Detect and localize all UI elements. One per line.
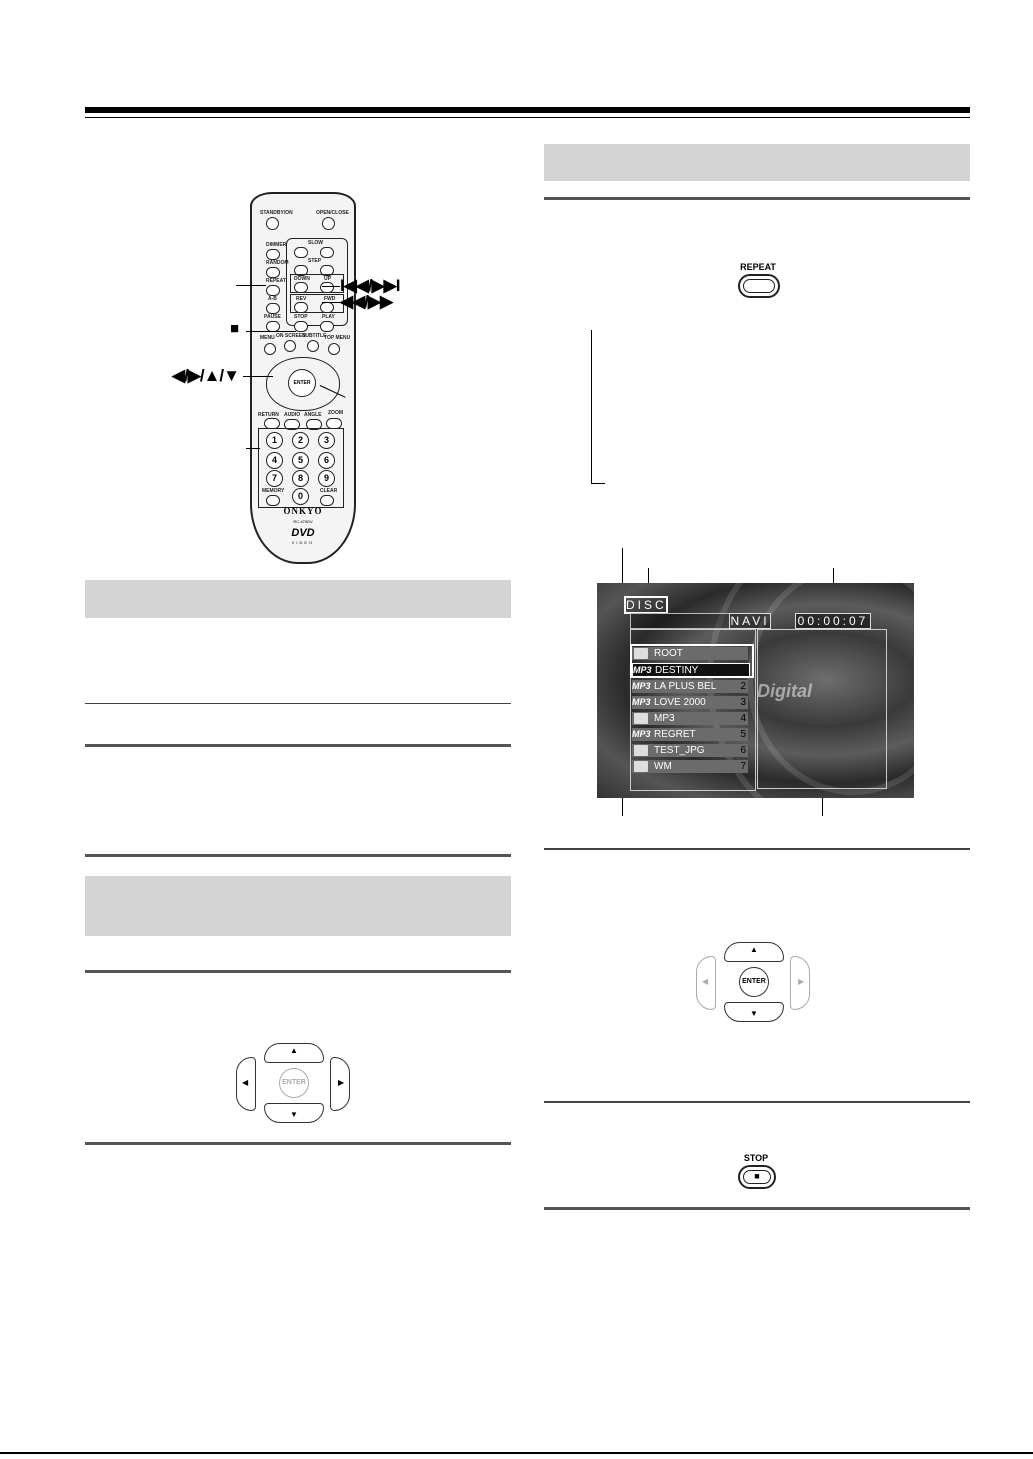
file-name: TEST_JPG [654,745,705,756]
key-3: 3 [318,432,335,449]
leader-cursor [243,376,273,377]
footer-rule [0,1452,1033,1454]
play-button [320,321,334,332]
file-row-love-2000[interactable] [632,696,748,709]
remote-control-illustration [250,192,356,564]
remote-brand: ONKYO [283,506,323,516]
file-row-regret[interactable] [632,728,748,741]
right-section-header-box [544,144,970,181]
left-section-header-box-2 [85,876,511,936]
key-9: 9 [318,470,335,487]
menu-button [264,343,276,355]
fwd-button [320,302,334,313]
dpad-up-arrow: ▲ [290,1046,298,1055]
right-divider-2 [544,848,970,850]
remote-up-label: UP [324,276,331,282]
remote-stop-label: STOP [294,314,308,320]
dpad-down-arrow: ▼ [290,1110,298,1119]
on-screen-button [284,340,296,352]
remote-play-label: PLAY [322,314,335,320]
file-name: LOVE 2000 [654,697,706,708]
skip-up-button [320,282,334,293]
open-close-button [322,217,335,230]
remote-pause-label: PAUSE [264,314,281,320]
file-number: 6 [740,745,746,756]
file-row-wm[interactable] [632,760,748,773]
right-divider-4 [544,1207,970,1210]
callout-stop: ■ [230,320,239,337]
dpad-left-arrow: ◀ [242,1078,249,1087]
file-number: 4 [740,713,746,724]
remote-clear-label: CLEAR [320,488,338,494]
remote-standby-label: STANDBY/ON [260,210,293,216]
mp3-icon: MP3 [632,697,651,707]
key-1: 1 [266,432,283,449]
navi-indicator: NAVI [730,614,770,628]
preview-pane [757,629,887,789]
stop-icon: ■ [754,1171,760,1181]
remote-on-screen-label: ON SCREEN [276,333,306,339]
dpad-up-arrow: ▲ [750,945,758,954]
dpad-down-arrow: ▼ [750,1009,758,1018]
dvd-video-label: VIDEO [291,540,315,545]
remote-zoom-label: ZOOM [328,410,343,416]
memory-button [266,495,280,506]
right-divider-1 [544,197,970,200]
repeat-button-small [266,285,280,296]
key-7: 7 [266,470,283,487]
remote-fwd-label: FWD [324,296,336,302]
screen-watermark: Digital [757,681,813,701]
remote-dimmer-label: DIMMER [266,242,287,248]
random-button [266,267,280,278]
key-2: 2 [292,432,309,449]
file-row-test-jpg[interactable] [632,744,748,757]
remote-ab-label: A-B [268,296,277,302]
file-number: 7 [740,761,746,772]
folder-icon [634,745,648,756]
file-number: 5 [740,729,746,740]
bracket-foot [591,483,605,484]
rev-button [294,302,308,313]
mp3-icon: MP3 [632,681,651,691]
top-menu-button [328,343,340,355]
clear-button [320,495,334,506]
remote-return-label: RETURN [258,412,279,418]
remote-audio-label: AUDIO [284,412,301,418]
key-8: 8 [292,470,309,487]
left-divider-2 [85,744,511,747]
skip-down-button [294,282,308,293]
key-6: 6 [318,452,335,469]
remote-down-label: DOWN [294,276,310,282]
file-row-mp3[interactable] [632,712,748,725]
repeat-button [738,274,780,298]
left-divider-3 [85,854,511,857]
key-4: 4 [266,452,283,469]
file-name: LA PLUS BEL [654,681,717,692]
remote-angle-label: ANGLE [304,412,322,418]
key-0: 0 [292,488,309,505]
disc-indicator: DISC [626,598,667,612]
repeat-button-inner [743,279,775,293]
dpad-right-arrow: ▶ [798,977,805,986]
stop-button-label: STOP [743,1153,769,1163]
leader-skip [322,286,340,287]
left-section-header-box [85,580,511,618]
folder-icon [634,761,648,772]
leader-stop [246,331,296,332]
header-rule-thin [85,117,970,118]
slow-fwd-button [320,247,334,258]
file-name: MP3 [654,713,675,724]
standby-button [266,217,279,230]
remote-memory-label: MEMORY [262,488,285,494]
remote-model: RC-479DV [293,519,313,524]
file-name: REGRET [654,729,696,740]
file-row-la-plus-bel[interactable] [632,680,748,693]
repeat-button-label: REPEAT [740,262,776,272]
leader-scan [322,302,340,303]
file-number: 3 [740,697,746,708]
dpad-enter-button: ENTER [739,967,769,997]
mp3-icon: MP3 [632,729,651,739]
stop-button [738,1165,776,1189]
remote-enter-button: ENTER [288,369,316,397]
left-dpad-illustration [232,1043,356,1123]
left-divider-4 [85,970,511,973]
remote-slow-label: SLOW [308,240,323,246]
key-5: 5 [292,452,309,469]
remote-open-close-label: OPEN/CLOSE [316,210,349,216]
callout-scan: ◀◀/▶▶ [340,292,393,311]
leader-number [246,448,260,449]
on-screen-file-browser [597,583,914,798]
elapsed-time: 00:00:07 [795,613,871,629]
bracket-line [591,330,592,483]
left-divider-1 [85,703,511,704]
stop-button-small [294,321,308,332]
callout-skip: I◀◀/▶▶I [340,276,400,295]
dpad-enter-button: ENTER [279,1068,309,1098]
right-dpad-illustration [692,942,816,1022]
mp3-icon: MP3 [633,665,652,675]
file-name: WM [654,761,672,772]
remote-rev-label: REV [296,296,307,302]
header-rule-thick [85,107,970,113]
remote-subtitle-label: SUBTITLE [302,333,327,339]
dimmer-button [266,249,280,260]
file-number: 2 [740,681,746,692]
remote-repeat-label: REPEAT [266,278,286,284]
left-divider-5 [85,1142,511,1145]
leader-repeat [236,285,266,286]
path-bar [630,613,730,629]
highlight-box [630,644,754,678]
right-divider-3 [544,1101,970,1103]
ab-button [266,303,280,314]
remote-random-label: RANDOM [266,260,289,266]
file-name: DESTINY [655,665,699,676]
folder-icon [634,713,648,724]
remote-menu-label: MENU [260,335,275,341]
dpad-right-arrow: ▶ [338,1078,345,1087]
subtitle-button [307,340,319,352]
callout-cursor: ◀/▶/▲/▼ [172,366,239,385]
slow-rev-button [294,247,308,258]
dvd-logo: DVD [291,527,315,539]
file-name: ROOT [654,648,683,659]
dpad-left-arrow: ◀ [702,977,709,986]
remote-top-menu-label: TOP MENU [324,335,351,341]
remote-step-label: STEP [308,258,322,264]
